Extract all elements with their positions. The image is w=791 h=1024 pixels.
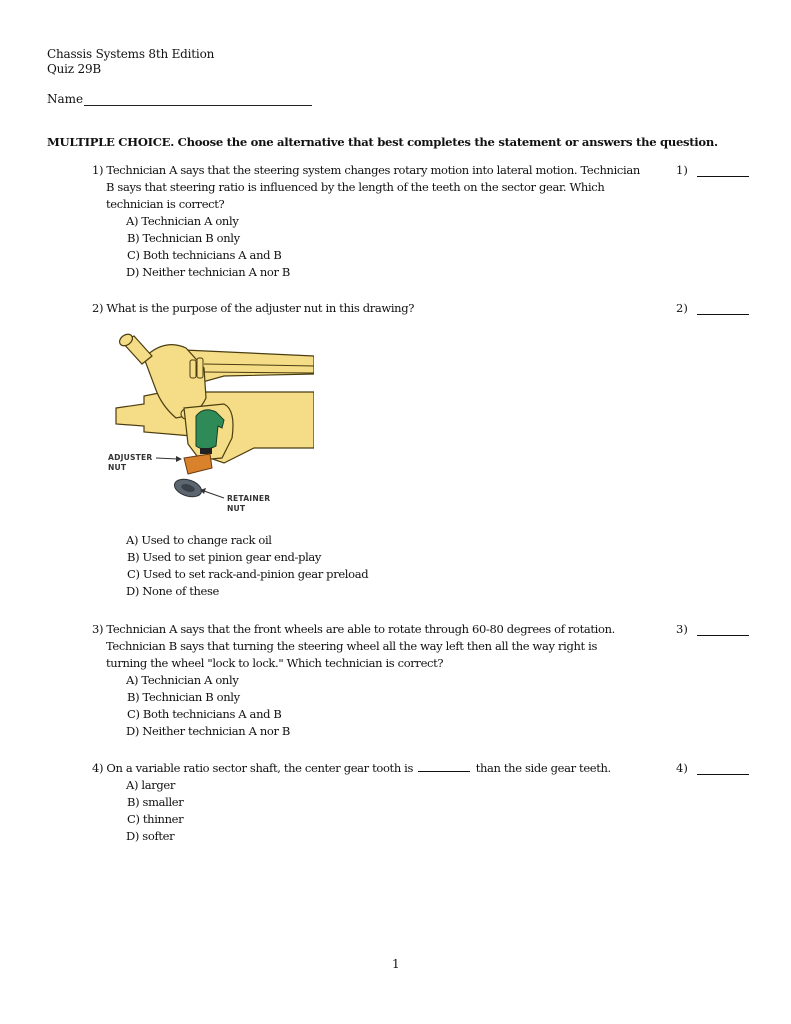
instructions: MULTIPLE CHOICE. Choose the one alternative that best completes the statement or answers the question. xyxy=(47,135,718,149)
question-1 xyxy=(92,162,662,281)
label-line: RETAINER xyxy=(227,494,271,503)
option-b[interactable]: B) Technician B only xyxy=(127,231,240,245)
question-stem-line: Technician B says that turning the steering wheel all the way left then all the way right is xyxy=(106,639,598,653)
answer-label: 1) xyxy=(676,163,688,177)
adjuster-nut-label xyxy=(108,453,152,473)
name-input-line[interactable] xyxy=(84,93,312,106)
answer-label: 4) xyxy=(676,761,688,775)
question-stem-line: 3) Technician A says that the front wheels are able to rotate through 60-80 degrees of rotation. xyxy=(92,622,615,636)
option-b[interactable]: B) smaller xyxy=(127,795,184,809)
answer-slot-2 xyxy=(676,301,749,315)
answer-blank[interactable] xyxy=(697,303,749,315)
option-list xyxy=(92,672,662,740)
option-list xyxy=(92,777,662,845)
option-a[interactable]: A) Used to change rack oil xyxy=(126,533,272,547)
label-line: NUT xyxy=(227,504,246,513)
question-4 xyxy=(92,760,662,845)
rack-and-pinion-illustration xyxy=(104,328,314,523)
answer-blank[interactable] xyxy=(697,763,749,775)
option-b[interactable]: B) Used to set pinion gear end-play xyxy=(127,550,322,564)
quiz-id: Quiz 29B xyxy=(47,62,102,76)
page-number: 1 xyxy=(392,957,400,971)
option-c[interactable]: C) Both technicians A and B xyxy=(127,248,282,262)
option-a[interactable]: A) larger xyxy=(126,778,175,792)
retainer-arrow xyxy=(204,491,224,498)
quiz-header xyxy=(47,47,214,77)
yoke-spring xyxy=(200,448,212,454)
answer-label: 2) xyxy=(676,301,688,315)
option-d[interactable]: D) Neither technician A nor B xyxy=(126,724,291,738)
steering-gear-figure xyxy=(104,328,314,523)
option-c[interactable]: C) Both technicians A and B xyxy=(127,707,282,721)
option-list xyxy=(92,213,662,281)
answer-blank[interactable] xyxy=(697,624,749,636)
question-stem-line: 2) What is the purpose of the adjuster nut in this drawing? xyxy=(92,301,415,315)
answer-slot-1 xyxy=(676,163,749,177)
question-stem-line: 1) Technician A says that the steering system changes rotary motion into lateral motion. Technician xyxy=(92,163,640,177)
answer-slot-3 xyxy=(676,622,749,636)
option-a[interactable]: A) Technician A only xyxy=(126,214,239,228)
name-field-row xyxy=(47,92,312,106)
adjuster-arrow xyxy=(156,458,178,459)
adjuster-nut xyxy=(184,454,212,474)
option-c[interactable]: C) thinner xyxy=(127,812,184,826)
answer-slot-4 xyxy=(676,761,749,775)
label-line: ADJUSTER xyxy=(108,453,153,462)
option-d[interactable]: D) None of these xyxy=(126,584,219,598)
question-3 xyxy=(92,621,662,740)
answer-label: 3) xyxy=(676,622,688,636)
question-stem-line: turning the wheel "lock to lock." Which technician is correct? xyxy=(106,656,444,670)
option-d[interactable]: D) softer xyxy=(126,829,175,843)
question-stem-line xyxy=(92,760,662,777)
option-d[interactable]: D) Neither technician A nor B xyxy=(126,265,291,279)
option-b[interactable]: B) Technician B only xyxy=(127,690,240,704)
option-a[interactable]: A) Technician A only xyxy=(126,673,239,687)
label-line: NUT xyxy=(108,463,127,472)
name-label: Name xyxy=(47,92,84,106)
question-stem-line: technician is correct? xyxy=(106,197,225,211)
retainer-nut-label xyxy=(227,494,270,514)
book-title: Chassis Systems 8th Edition xyxy=(47,47,215,61)
option-c[interactable]: C) Used to set rack-and-pinion gear preload xyxy=(127,567,369,581)
fill-in-blank xyxy=(418,761,470,772)
question-2-options xyxy=(92,532,662,600)
question-2 xyxy=(92,300,662,317)
stem-before-blank: 4) On a variable ratio sector shaft, the center gear tooth is xyxy=(92,761,414,775)
answer-blank[interactable] xyxy=(697,165,749,177)
option-list xyxy=(92,532,662,600)
question-stem-line: B says that steering ratio is influenced by the length of the teeth on the sector gear. Which xyxy=(106,180,605,194)
stem-after-blank: than the side gear teeth. xyxy=(475,761,611,775)
